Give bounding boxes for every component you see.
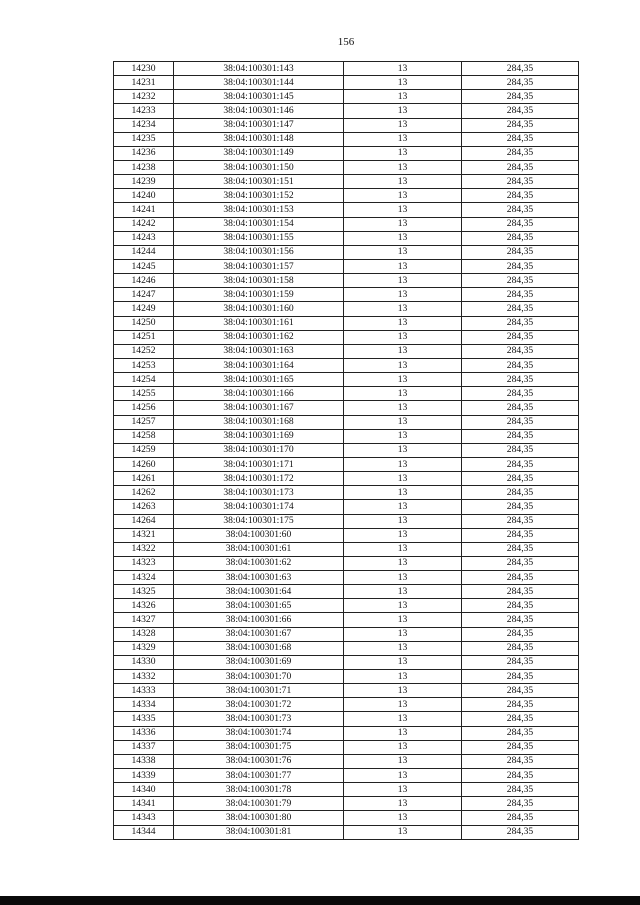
cadastral-number-cell: 38:04:100301:167: [174, 401, 344, 415]
area-value-cell: 284,35: [462, 585, 579, 599]
share-value-cell: 13: [344, 387, 462, 401]
area-value-cell: 284,35: [462, 146, 579, 160]
cadastral-number-cell: 38:04:100301:156: [174, 245, 344, 259]
table-row: [114, 76, 579, 90]
table-row: [114, 613, 579, 627]
table-row: [114, 429, 579, 443]
cadastral-number-cell: 38:04:100301:73: [174, 712, 344, 726]
record-number-cell: 14233: [114, 104, 174, 118]
share-value-cell: 13: [344, 259, 462, 273]
area-value-cell: 284,35: [462, 104, 579, 118]
share-value-cell: 13: [344, 684, 462, 698]
page-number: 156: [337, 36, 355, 48]
area-value-cell: 284,35: [462, 429, 579, 443]
record-number-cell: 14247: [114, 288, 174, 302]
share-value-cell: 13: [344, 811, 462, 825]
record-number-cell: 14327: [114, 613, 174, 627]
share-value-cell: 13: [344, 146, 462, 160]
table-row: [114, 132, 579, 146]
table-row: [114, 585, 579, 599]
area-value-cell: 284,35: [462, 189, 579, 203]
table-row: [114, 288, 579, 302]
table-row: [114, 231, 579, 245]
share-value-cell: 13: [344, 472, 462, 486]
cadastral-number-cell: 38:04:100301:74: [174, 726, 344, 740]
share-value-cell: 13: [344, 571, 462, 585]
table-row: [114, 528, 579, 542]
share-value-cell: 13: [344, 132, 462, 146]
cadastral-number-cell: 38:04:100301:153: [174, 203, 344, 217]
cadastral-number-cell: 38:04:100301:79: [174, 797, 344, 811]
cadastral-number-cell: 38:04:100301:67: [174, 627, 344, 641]
area-value-cell: 284,35: [462, 627, 579, 641]
area-value-cell: 284,35: [462, 175, 579, 189]
cadastral-number-cell: 38:04:100301:158: [174, 274, 344, 288]
cadastral-number-cell: 38:04:100301:147: [174, 118, 344, 132]
area-value-cell: 284,35: [462, 274, 579, 288]
table-row: [114, 274, 579, 288]
cadastral-number-cell: 38:04:100301:76: [174, 754, 344, 768]
cadastral-number-cell: 38:04:100301:68: [174, 641, 344, 655]
table-row: [114, 104, 579, 118]
table-row: [114, 302, 579, 316]
cadastral-number-cell: 38:04:100301:69: [174, 655, 344, 669]
share-value-cell: 13: [344, 401, 462, 415]
record-number-cell: 14252: [114, 344, 174, 358]
record-number-cell: 14239: [114, 175, 174, 189]
share-value-cell: 13: [344, 712, 462, 726]
share-value-cell: 13: [344, 288, 462, 302]
record-number-cell: 14231: [114, 76, 174, 90]
record-number-cell: 14262: [114, 486, 174, 500]
cadastral-number-cell: 38:04:100301:65: [174, 599, 344, 613]
area-value-cell: 284,35: [462, 825, 579, 839]
cadastral-number-cell: 38:04:100301:174: [174, 500, 344, 514]
record-number-cell: 14260: [114, 457, 174, 471]
record-number-cell: 14334: [114, 698, 174, 712]
registry-table-body: [114, 62, 579, 840]
area-value-cell: 284,35: [462, 712, 579, 726]
share-value-cell: 13: [344, 245, 462, 259]
record-number-cell: 14244: [114, 245, 174, 259]
cadastral-number-cell: 38:04:100301:173: [174, 486, 344, 500]
record-number-cell: 14264: [114, 514, 174, 528]
area-value-cell: 284,35: [462, 486, 579, 500]
table-row: [114, 415, 579, 429]
table-row: [114, 797, 579, 811]
area-value-cell: 284,35: [462, 132, 579, 146]
share-value-cell: 13: [344, 90, 462, 104]
record-number-cell: 14322: [114, 542, 174, 556]
cadastral-number-cell: 38:04:100301:77: [174, 769, 344, 783]
record-number-cell: 14341: [114, 797, 174, 811]
share-value-cell: 13: [344, 599, 462, 613]
table-row: [114, 217, 579, 231]
record-number-cell: 14340: [114, 783, 174, 797]
cadastral-number-cell: 38:04:100301:145: [174, 90, 344, 104]
cadastral-number-cell: 38:04:100301:81: [174, 825, 344, 839]
share-value-cell: 13: [344, 500, 462, 514]
record-number-cell: 14235: [114, 132, 174, 146]
share-value-cell: 13: [344, 783, 462, 797]
cadastral-number-cell: 38:04:100301:166: [174, 387, 344, 401]
record-number-cell: 14321: [114, 528, 174, 542]
area-value-cell: 284,35: [462, 259, 579, 273]
table-row: [114, 783, 579, 797]
share-value-cell: 13: [344, 726, 462, 740]
area-value-cell: 284,35: [462, 472, 579, 486]
share-value-cell: 13: [344, 457, 462, 471]
area-value-cell: 284,35: [462, 415, 579, 429]
share-value-cell: 13: [344, 429, 462, 443]
area-value-cell: 284,35: [462, 330, 579, 344]
table-row: [114, 825, 579, 839]
record-number-cell: 14335: [114, 712, 174, 726]
share-value-cell: 13: [344, 514, 462, 528]
share-value-cell: 13: [344, 217, 462, 231]
table-row: [114, 358, 579, 372]
record-number-cell: 14263: [114, 500, 174, 514]
area-value-cell: 284,35: [462, 160, 579, 174]
area-value-cell: 284,35: [462, 203, 579, 217]
table-row: [114, 811, 579, 825]
share-value-cell: 13: [344, 556, 462, 570]
table-row: [114, 160, 579, 174]
table-row: [114, 457, 579, 471]
table-row: [114, 344, 579, 358]
cadastral-number-cell: 38:04:100301:66: [174, 613, 344, 627]
share-value-cell: 13: [344, 274, 462, 288]
cadastral-number-cell: 38:04:100301:61: [174, 542, 344, 556]
table-row: [114, 627, 579, 641]
record-number-cell: 14251: [114, 330, 174, 344]
area-value-cell: 284,35: [462, 811, 579, 825]
record-number-cell: 14246: [114, 274, 174, 288]
table-row: [114, 443, 579, 457]
cadastral-number-cell: 38:04:100301:164: [174, 358, 344, 372]
area-value-cell: 284,35: [462, 542, 579, 556]
share-value-cell: 13: [344, 76, 462, 90]
table-row: [114, 684, 579, 698]
area-value-cell: 284,35: [462, 457, 579, 471]
record-number-cell: 14250: [114, 316, 174, 330]
record-number-cell: 14257: [114, 415, 174, 429]
record-number-cell: 14344: [114, 825, 174, 839]
share-value-cell: 13: [344, 754, 462, 768]
record-number-cell: 14236: [114, 146, 174, 160]
cadastral-number-cell: 38:04:100301:172: [174, 472, 344, 486]
cadastral-number-cell: 38:04:100301:170: [174, 443, 344, 457]
area-value-cell: 284,35: [462, 797, 579, 811]
record-number-cell: 14339: [114, 769, 174, 783]
share-value-cell: 13: [344, 62, 462, 76]
record-number-cell: 14323: [114, 556, 174, 570]
table-row: [114, 472, 579, 486]
record-number-cell: 14234: [114, 118, 174, 132]
cadastral-number-cell: 38:04:100301:155: [174, 231, 344, 245]
record-number-cell: 14253: [114, 358, 174, 372]
area-value-cell: 284,35: [462, 302, 579, 316]
area-value-cell: 284,35: [462, 655, 579, 669]
cadastral-number-cell: 38:04:100301:71: [174, 684, 344, 698]
table-row: [114, 330, 579, 344]
cadastral-number-cell: 38:04:100301:143: [174, 62, 344, 76]
area-value-cell: 284,35: [462, 245, 579, 259]
cadastral-number-cell: 38:04:100301:149: [174, 146, 344, 160]
share-value-cell: 13: [344, 104, 462, 118]
area-value-cell: 284,35: [462, 443, 579, 457]
table-row: [114, 740, 579, 754]
cadastral-number-cell: 38:04:100301:157: [174, 259, 344, 273]
table-row: [114, 90, 579, 104]
share-value-cell: 13: [344, 189, 462, 203]
area-value-cell: 284,35: [462, 670, 579, 684]
record-number-cell: 14242: [114, 217, 174, 231]
area-value-cell: 284,35: [462, 698, 579, 712]
share-value-cell: 13: [344, 443, 462, 457]
cadastral-number-cell: 38:04:100301:159: [174, 288, 344, 302]
cadastral-number-cell: 38:04:100301:70: [174, 670, 344, 684]
share-value-cell: 13: [344, 231, 462, 245]
share-value-cell: 13: [344, 627, 462, 641]
cadastral-number-cell: 38:04:100301:160: [174, 302, 344, 316]
table-row: [114, 175, 579, 189]
table-row: [114, 542, 579, 556]
area-value-cell: 284,35: [462, 316, 579, 330]
table-row: [114, 316, 579, 330]
record-number-cell: 14326: [114, 599, 174, 613]
table-row: [114, 571, 579, 585]
area-value-cell: 284,35: [462, 118, 579, 132]
record-number-cell: 14329: [114, 641, 174, 655]
record-number-cell: 14240: [114, 189, 174, 203]
cadastral-number-cell: 38:04:100301:152: [174, 189, 344, 203]
share-value-cell: 13: [344, 585, 462, 599]
cadastral-number-cell: 38:04:100301:146: [174, 104, 344, 118]
area-value-cell: 284,35: [462, 556, 579, 570]
cadastral-number-cell: 38:04:100301:171: [174, 457, 344, 471]
cadastral-number-cell: 38:04:100301:165: [174, 373, 344, 387]
area-value-cell: 284,35: [462, 500, 579, 514]
table-row: [114, 245, 579, 259]
record-number-cell: 14243: [114, 231, 174, 245]
cadastral-number-cell: 38:04:100301:150: [174, 160, 344, 174]
area-value-cell: 284,35: [462, 387, 579, 401]
area-value-cell: 284,35: [462, 231, 579, 245]
cadastral-number-cell: 38:04:100301:75: [174, 740, 344, 754]
area-value-cell: 284,35: [462, 726, 579, 740]
record-number-cell: 14324: [114, 571, 174, 585]
table-row: [114, 712, 579, 726]
area-value-cell: 284,35: [462, 599, 579, 613]
table-row: [114, 500, 579, 514]
cadastral-number-cell: 38:04:100301:163: [174, 344, 344, 358]
area-value-cell: 284,35: [462, 288, 579, 302]
area-value-cell: 284,35: [462, 754, 579, 768]
cadastral-number-cell: 38:04:100301:148: [174, 132, 344, 146]
record-number-cell: 14232: [114, 90, 174, 104]
record-number-cell: 14338: [114, 754, 174, 768]
table-row: [114, 259, 579, 273]
table-row: [114, 556, 579, 570]
share-value-cell: 13: [344, 670, 462, 684]
share-value-cell: 13: [344, 486, 462, 500]
area-value-cell: 284,35: [462, 373, 579, 387]
record-number-cell: 14256: [114, 401, 174, 415]
share-value-cell: 13: [344, 698, 462, 712]
table-row: [114, 655, 579, 669]
area-value-cell: 284,35: [462, 641, 579, 655]
record-number-cell: 14337: [114, 740, 174, 754]
cadastral-number-cell: 38:04:100301:62: [174, 556, 344, 570]
cadastral-number-cell: 38:04:100301:168: [174, 415, 344, 429]
share-value-cell: 13: [344, 769, 462, 783]
share-value-cell: 13: [344, 330, 462, 344]
table-row: [114, 698, 579, 712]
table-row: [114, 514, 579, 528]
cadastral-number-cell: 38:04:100301:80: [174, 811, 344, 825]
share-value-cell: 13: [344, 797, 462, 811]
area-value-cell: 284,35: [462, 514, 579, 528]
table-row: [114, 189, 579, 203]
table-row: [114, 118, 579, 132]
share-value-cell: 13: [344, 613, 462, 627]
record-number-cell: 14241: [114, 203, 174, 217]
table-row: [114, 401, 579, 415]
share-value-cell: 13: [344, 415, 462, 429]
table-row: [114, 203, 579, 217]
table-row: [114, 373, 579, 387]
area-value-cell: 284,35: [462, 571, 579, 585]
area-value-cell: 284,35: [462, 217, 579, 231]
share-value-cell: 13: [344, 655, 462, 669]
cadastral-number-cell: 38:04:100301:72: [174, 698, 344, 712]
record-number-cell: 14245: [114, 259, 174, 273]
share-value-cell: 13: [344, 641, 462, 655]
table-row: [114, 387, 579, 401]
share-value-cell: 13: [344, 316, 462, 330]
table-row: [114, 62, 579, 76]
cadastral-number-cell: 38:04:100301:175: [174, 514, 344, 528]
record-number-cell: 14258: [114, 429, 174, 443]
table-row: [114, 146, 579, 160]
record-number-cell: 14255: [114, 387, 174, 401]
scan-bottom-edge: [0, 896, 640, 905]
cadastral-number-cell: 38:04:100301:169: [174, 429, 344, 443]
cadastral-number-cell: 38:04:100301:60: [174, 528, 344, 542]
area-value-cell: 284,35: [462, 613, 579, 627]
share-value-cell: 13: [344, 203, 462, 217]
area-value-cell: 284,35: [462, 344, 579, 358]
area-value-cell: 284,35: [462, 684, 579, 698]
share-value-cell: 13: [344, 344, 462, 358]
share-value-cell: 13: [344, 302, 462, 316]
cadastral-number-cell: 38:04:100301:78: [174, 783, 344, 797]
record-number-cell: 14259: [114, 443, 174, 457]
area-value-cell: 284,35: [462, 528, 579, 542]
table-row: [114, 486, 579, 500]
record-number-cell: 14254: [114, 373, 174, 387]
table-row: [114, 599, 579, 613]
table-row: [114, 754, 579, 768]
registry-table: [113, 61, 579, 840]
record-number-cell: 14261: [114, 472, 174, 486]
record-number-cell: 14328: [114, 627, 174, 641]
cadastral-number-cell: 38:04:100301:162: [174, 330, 344, 344]
area-value-cell: 284,35: [462, 62, 579, 76]
area-value-cell: 284,35: [462, 76, 579, 90]
record-number-cell: 14325: [114, 585, 174, 599]
area-value-cell: 284,35: [462, 90, 579, 104]
table-row: [114, 641, 579, 655]
table-row: [114, 769, 579, 783]
share-value-cell: 13: [344, 118, 462, 132]
record-number-cell: 14336: [114, 726, 174, 740]
share-value-cell: 13: [344, 528, 462, 542]
share-value-cell: 13: [344, 373, 462, 387]
share-value-cell: 13: [344, 160, 462, 174]
record-number-cell: 14330: [114, 655, 174, 669]
record-number-cell: 14333: [114, 684, 174, 698]
record-number-cell: 14249: [114, 302, 174, 316]
area-value-cell: 284,35: [462, 401, 579, 415]
table-row: [114, 726, 579, 740]
record-number-cell: 14332: [114, 670, 174, 684]
record-number-cell: 14343: [114, 811, 174, 825]
area-value-cell: 284,35: [462, 769, 579, 783]
cadastral-number-cell: 38:04:100301:151: [174, 175, 344, 189]
share-value-cell: 13: [344, 358, 462, 372]
cadastral-number-cell: 38:04:100301:63: [174, 571, 344, 585]
area-value-cell: 284,35: [462, 740, 579, 754]
table-row: [114, 670, 579, 684]
cadastral-number-cell: 38:04:100301:161: [174, 316, 344, 330]
share-value-cell: 13: [344, 825, 462, 839]
share-value-cell: 13: [344, 740, 462, 754]
area-value-cell: 284,35: [462, 358, 579, 372]
share-value-cell: 13: [344, 542, 462, 556]
cadastral-number-cell: 38:04:100301:64: [174, 585, 344, 599]
area-value-cell: 284,35: [462, 783, 579, 797]
cadastral-number-cell: 38:04:100301:154: [174, 217, 344, 231]
cadastral-number-cell: 38:04:100301:144: [174, 76, 344, 90]
record-number-cell: 14238: [114, 160, 174, 174]
share-value-cell: 13: [344, 175, 462, 189]
record-number-cell: 14230: [114, 62, 174, 76]
